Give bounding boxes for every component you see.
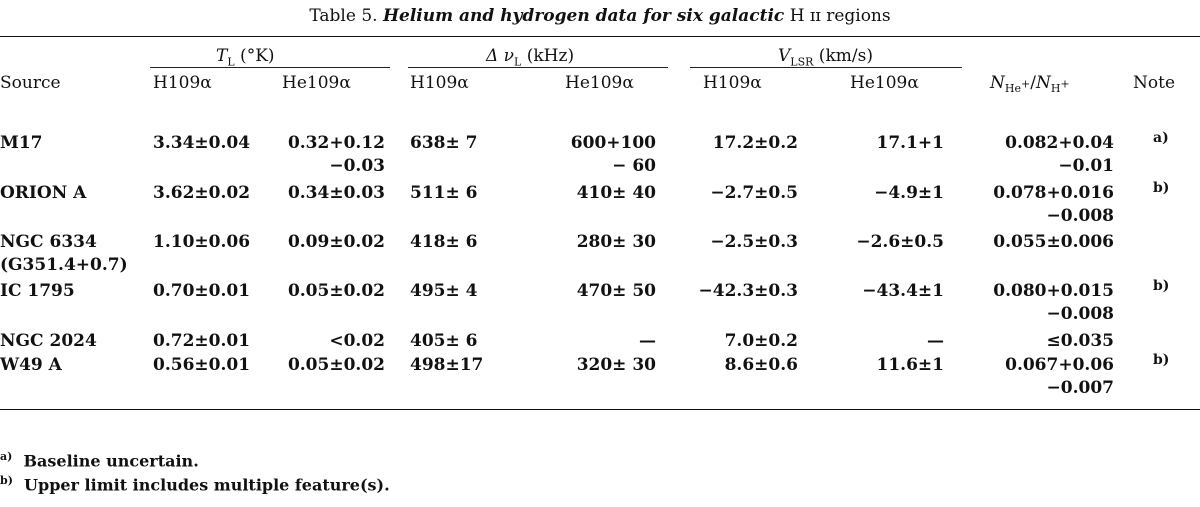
cell-dv-he: 410± 40	[576, 183, 656, 203]
cell-tl-he: 0.09±0.02	[287, 232, 385, 252]
cell-source: IC 1795	[0, 281, 75, 301]
top-rule	[0, 36, 1200, 37]
footnote-a-text: Baseline uncertain.	[23, 451, 199, 471]
cell-v-he: 17.1+1	[876, 133, 944, 153]
cell-source: NGC 6334	[0, 232, 97, 252]
cell-tl-h: 0.72±0.01	[153, 331, 251, 351]
cell-v-h: 8.6±0.6	[724, 355, 798, 375]
cell-note: a)	[1153, 130, 1169, 146]
col-header-tl-h: H109α	[153, 73, 212, 93]
cell-v-h: −42.3±0.3	[698, 281, 798, 301]
cell-ratio: 0.067+0.06	[1005, 355, 1114, 375]
cell-v-h: 7.0±0.2	[724, 331, 798, 351]
cell-ratio: 0.078+0.016	[993, 183, 1114, 203]
cell-tl-h: 1.10±0.06	[153, 232, 251, 252]
cell-source: NGC 2024	[0, 331, 97, 351]
col-header-v-h: H109α	[703, 73, 762, 93]
cell-source: ORION A	[0, 183, 87, 203]
cell-dv-he: 280± 30	[576, 232, 656, 252]
cell-dv-he: 600+100	[570, 133, 656, 153]
col-header-dv-he: He109α	[565, 73, 634, 93]
group-header-tl: $T_L$ (°K)	[216, 46, 275, 69]
cell-dv-h: 638± 7	[410, 133, 478, 153]
cell-tl-h: 3.34±0.04	[153, 133, 251, 153]
caption-prefix: Table 5.	[309, 6, 378, 26]
footnote-b-text: Upper limit includes multiple feature(s).	[24, 475, 390, 495]
cell-source: M17	[0, 133, 43, 153]
footnote-a	[0, 450, 199, 470]
group-underline-tl	[150, 67, 390, 68]
cell-note: b)	[1153, 180, 1170, 196]
group-underline-dv	[408, 67, 668, 68]
cell-v-he: −43.4±1	[862, 281, 944, 301]
cell-dv-he: —	[639, 331, 656, 351]
cell-dv-he: 320± 30	[576, 355, 656, 375]
col-header-ratio: $N_{He^+}/N_{H^+}$	[990, 73, 1070, 96]
cell-source: W49 A	[0, 355, 62, 375]
cell-tl-h: 0.70±0.01	[153, 281, 251, 301]
group-underline-vlsr	[690, 67, 962, 68]
footnote-b-mark: b)	[0, 474, 13, 487]
cell-v-h: 17.2±0.2	[712, 133, 798, 153]
cell-tl-he: 0.05±0.02	[287, 355, 385, 375]
cell-note: b)	[1153, 352, 1170, 368]
col-header-source: Source	[0, 73, 61, 93]
cell-dv-h: 405± 6	[410, 331, 478, 351]
cell-dv-h: 511± 6	[410, 183, 478, 203]
group-header-vlsr: $V_{LSR}$ (km/s)	[778, 46, 873, 69]
cell-ratio2: −0.01	[1058, 156, 1114, 176]
footnote-b	[0, 474, 390, 494]
cell-ratio2: −0.008	[1046, 304, 1114, 324]
cell-tl-he: 0.34±0.03	[287, 183, 385, 203]
footnote-a-mark: a)	[0, 450, 13, 463]
cell-dv-he: 470± 50	[576, 281, 656, 301]
cell-ratio2: −0.008	[1046, 206, 1114, 226]
cell-source2: (G351.4+0.7)	[0, 255, 128, 275]
col-header-note: Note	[1133, 73, 1176, 93]
cell-v-he: 11.6±1	[876, 355, 944, 375]
cell-dv-h: 418± 6	[410, 232, 478, 252]
col-header-dv-h: H109α	[410, 73, 469, 93]
caption-suffix: H ɪɪ regions	[789, 6, 891, 26]
cell-v-he: −4.9±1	[874, 183, 944, 203]
cell-tl-he: 0.05±0.02	[287, 281, 385, 301]
cell-note: b)	[1153, 278, 1170, 294]
cell-tl-he2: −0.03	[329, 156, 385, 176]
cell-ratio: 0.080+0.015	[993, 281, 1114, 301]
cell-ratio2: −0.007	[1046, 378, 1114, 398]
cell-ratio: ≤0.035	[1046, 331, 1114, 351]
cell-ratio: 0.082+0.04	[1005, 133, 1114, 153]
group-header-dv: Δ $\nu_L$ (kHz)	[486, 46, 575, 69]
cell-dv-h: 495± 4	[410, 281, 478, 301]
cell-v-h: −2.7±0.5	[710, 183, 798, 203]
table-caption	[0, 6, 1200, 26]
cell-tl-he: 0.32+0.12	[287, 133, 385, 153]
cell-tl-h: 0.56±0.01	[153, 355, 251, 375]
cell-v-h: −2.5±0.3	[710, 232, 798, 252]
cell-v-he: —	[927, 331, 944, 351]
cell-dv-he2: − 60	[612, 156, 656, 176]
cell-v-he: −2.6±0.5	[856, 232, 944, 252]
bottom-rule	[0, 409, 1200, 410]
cell-ratio: 0.055±0.006	[993, 232, 1114, 252]
cell-tl-he: <0.02	[329, 331, 385, 351]
cell-tl-h: 3.62±0.02	[153, 183, 251, 203]
col-header-v-he: He109α	[850, 73, 919, 93]
caption-title: Helium and hydrogen data for six galactic	[382, 6, 785, 26]
cell-dv-h: 498±17	[410, 355, 484, 375]
col-header-tl-he: He109α	[282, 73, 351, 93]
